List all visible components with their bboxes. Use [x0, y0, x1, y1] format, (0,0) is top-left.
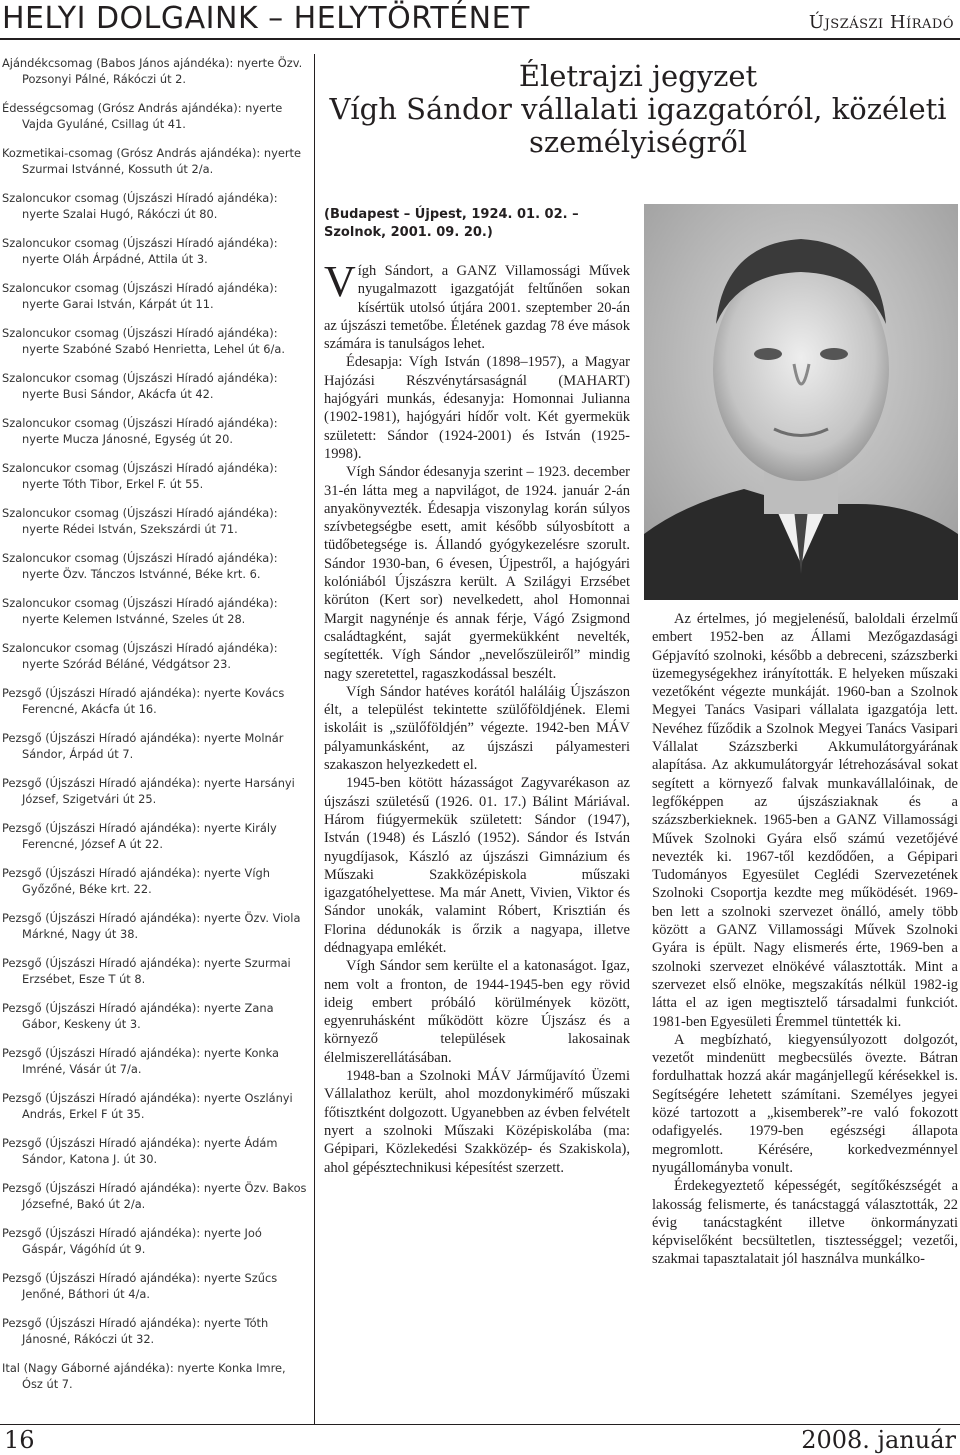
prize-entry: Pezsgő (Újszászi Híradó ajándéka): nyerte Király Ferencné, József A út 22. [2, 821, 277, 851]
publication-name: Újszászi Híradó [808, 12, 954, 33]
footer-rule [0, 1424, 960, 1425]
header-rule [0, 38, 960, 40]
prize-entry: Pezsgő (Újszászi Híradó ajándéka): nyerte Ádám Sándor, Katona J. út 30. [2, 1136, 278, 1166]
section-title: HELYI DOLGAINK – HELYTÖRTÉNET [2, 1, 530, 36]
prize-entry: Pezsgő (Újszászi Híradó ajándéka): nyerte Kovács Ferencné, Akácfa út 16. [2, 686, 285, 716]
prize-entry: Pezsgő (Újszászi Híradó ajándéka): nyerte Tóth Jánosné, Rákóczi út 32. [2, 1316, 269, 1346]
prize-entry: Kozmetikai-csomag (Grósz András ajándéka): nyerte Szurmai Istvánné, Kossuth út 2/a. [2, 146, 301, 176]
article-paragraph: Az értelmes, jó megjelenésű, baloldali érzelmű embert 1952-ben az Állami Mezőgazdasági Gépjavító szolnoki, később a debreceni, százszberki üzemegységekhez irányították. E helyeken műszaki vezetőként végezte munkáját. 1960-ban a Szolnok Megyei Tanács Vasipari vállalata igazgatója lett. Nevéhez fűződik a Szolnok Megyei Tanács Vasipari Vállalat Százszberki Akkumulátorgyárának alapítása. Az akkumulátorgyár létrehozásával sokat segített a környező falvak munkavállalóinak, de legfőképpen az újszásziaknak és a százszberkieknek. 1965-ben a GANZ Villamossági Művek Szolnoki Gyára első számú vezetőjévé nevezték ki. 1967-től kezdődően, a Gépipari Tudományos Egyesület Ceglédi Szervezetének Szolnoki Csoportja kezdte meg működését. 1969-ben lett a szolnoki szervezet önálló, amely több között a GANZ Villamossági Művek Szolnoki Gyára is épült. Nagy elismerés érte, 1969-ben a szolnoki szervezet elnökévé választották. Mint a szervezet első elnöke, megszakítás nélkül 1982-ig látta el az igen megtisztelő társadalmi funkciót. 1981-ben Egyesületi Éremmel tüntették ki. [652, 611, 958, 1030]
portrait-photo [644, 204, 958, 600]
article-title-line2: Vígh Sándor vállalati igazgatóról, közéleti személyiségről [329, 92, 947, 159]
prize-entry: Szaloncukor csomag (Újszászi Híradó ajándéka): nyerte Szabóné Szabó Henrietta, Lehel út 6/a. [2, 326, 285, 356]
prize-entry: Szaloncukor csomag (Újszászi Híradó ajándéka): nyerte Garai István, Kárpát út 11. [2, 281, 278, 311]
prize-entry: Pezsgő (Újszászi Híradó ajándéka): nyerte Szűcs Jenőné, Báthori út 4/a. [2, 1271, 278, 1301]
prize-entry: Szaloncukor csomag (Újszászi Híradó ajándéka): nyerte Kelemen Istvánné, Szeles út 28. [2, 596, 278, 626]
prize-entry: Pezsgő (Újszászi Híradó ajándéka): nyerte Konka Imréné, Vásár út 7/a. [2, 1046, 280, 1076]
prize-entry: Szaloncukor csomag (Újszászi Híradó ajándéka): nyerte Özv. Tánczos Istvánné, Béke krt. 6. [2, 551, 278, 581]
prize-entry: Szaloncukor csomag (Újszászi Híradó ajándéka): nyerte Szórád Béláné, Védgátsor 23. [2, 641, 278, 671]
issue-date: 2008. január [801, 1426, 956, 1454]
drop-cap: V [324, 257, 356, 306]
page-number: 16 [4, 1426, 35, 1454]
prize-entry: Pezsgő (Újszászi Híradó ajándéka): nyerte Özv. Viola Márkné, Nagy út 38. [2, 911, 301, 941]
article-paragraph: 1948-ban a Szolnoki MÁV Járműjavító Üzemi Vállalathoz került, ahol mozdonykimérő műszaki főtisztként dolgozott. Ugyanebben az évben felvételt nyert a szolnoki Műszaki Középiskolába (ma: Gépipari, Közlekedési Szakközép- és Szakiskola), ahol gépésztechnikusi képesítést szerzett. [324, 1068, 631, 1176]
article-column-middle [324, 257, 631, 1177]
prize-entry: Pezsgő (Újszászi Híradó ajándéka): nyerte Joó Gáspár, Vágóhíd út 9. [2, 1226, 262, 1256]
prize-list [2, 56, 308, 1406]
prize-entry: Pezsgő (Újszászi Híradó ajándéka): nyerte Molnár Sándor, Árpád út 7. [2, 731, 284, 761]
prize-entry: Ajándékcsomag (Babos János ajándéka): nyerte Özv. Pozsonyi Pálné, Rákóczi út 2. [2, 56, 303, 86]
prize-entry: Szaloncukor csomag (Újszászi Híradó ajándéka): nyerte Oláh Árpádné, Attila út 3. [2, 236, 278, 266]
article-paragraph: A megbízható, kiegyensúlyozott dolgozót, vezetőt mindenütt megbecsülés övezte. Bátran fordulhattak hozzá akár magánjellegű kérésekkel is. Segítségére lehetett számítani. Személyes jegyei közé tartozott a „kisemberek”-re való fokozott odafigyelés. 1979-ben egészségi állapota megromlott. Kérésére, korkedvezménnyel nyugállományba vonult. [652, 1031, 958, 1176]
prize-entry: Pezsgő (Újszászi Híradó ajándéka): nyerte Harsányi József, Szigetvári út 25. [2, 776, 295, 806]
article-title-line1: Életrajzi jegyzet [518, 59, 758, 93]
article-column-right [652, 610, 958, 1269]
portrait-image [644, 204, 958, 600]
article-paragraph-text: ígh Sándort, a GANZ Villamossági Művek nyugalmazott igazgatóját feltűnően sokan kísértük utolsó útjára 2001. szeptember 20-án az újszászi temetőbe. Életének gazdag 78 éve mások számára is tanulságos lehet. [324, 263, 630, 353]
article-paragraph: 1945-ben kötött házasságot Zagyvarékason az újszászi születésű (1926. 01. 17.) Bálint Máriával. Három fiúgyermekük született: Sándor (1947), István (1948) és László (1952). Sándor és István nyugdíjasok, Kászló az újszászi Gimnázium és Műszaki Szakközépiskola műszaki igazgatóhelyettese. Ma már Anett, Vivien, Viktor és Sándor unokák, valamint Róbert, Krisztián és Florina dédunokák is őrzik a nagyapa, illetve dédnagyapa emlékét. [324, 775, 630, 956]
prize-entry: Szaloncukor csomag (Újszászi Híradó ajándéka): nyerte Szalai Hugó, Rákóczi út 80. [2, 191, 278, 221]
article-paragraph: Vígh Sándor hatéves korától haláláig Újszászon élt, a települést tekintette szülőföldjének. Elemi iskoláit is „szülőföldjén” végezte. 1942-ben MÁV pályamunkásként, az újszászi pályamesteri szakaszon helyezkedett el. [324, 683, 630, 774]
prize-entry: Pezsgő (Újszászi Híradó ajándéka): nyerte Szurmai Erzsébet, Esze T út 8. [2, 956, 291, 986]
article-paragraph: Édesapja: Vígh István (1898–1957), a Magyar Hajózási Részvénytársaságnál (MAHART) hajógyári munkás, édesanyja: Homonnai Julianna (1902-1981), hajógyári hídőr volt. Két gyermekük született: Sándor (1924-2001) és István (1925-1998). [324, 354, 630, 462]
prize-entry: Szaloncukor csomag (Újszászi Híradó ajándéka): nyerte Mucza Jánosné, Egység út 20. [2, 416, 278, 446]
prize-entry: Pezsgő (Újszászi Híradó ajándéka): nyerte Vígh Győzőné, Béke krt. 22. [2, 866, 270, 896]
prize-entry: Pezsgő (Újszászi Híradó ajándéka): nyerte Oszlányi András, Erkel F út 35. [2, 1091, 293, 1121]
prize-entry: Szaloncukor csomag (Újszászi Híradó ajándéka): nyerte Busi Sándor, Akácfa út 42. [2, 371, 278, 401]
prize-entry: Szaloncukor csomag (Újszászi Híradó ajándéka): nyerte Tóth Tibor, Erkel F. út 55. [2, 461, 278, 491]
prize-entry: Pezsgő (Újszászi Híradó ajándéka): nyerte Zana Gábor, Keskeny út 3. [2, 1001, 274, 1031]
article-byline: (Budapest – Újpest, 1924. 01. 02. – Szolnok, 2001. 09. 20.) [324, 207, 579, 240]
article-paragraph: Vígh Sándor édesanyja szerint – 1923. december 31-én látta meg a napvilágot, de 1924. január 2-án anyakönyvezték. Édesapja viszonylag korán súlyos szívbetegségbe esett, amit később súlyosbított a tüdőbetegsége is. Állandó gyógykezelésre szorult. Sándor 1930-ban, 6 évesen, Újpestről, a hajógyári kolóniából Újszászra került. A Szilágyi Erzsébet körúton (Kert sor) nevelkedett, ahol Homonnai Margit nagynénje és annak férje, Vágó Zsigmond családtagként, saját gyermekükként nevelték, segítették. Vígh Sándor „nevelőszüleiről” mindig nagy szeretettel, ragaszkodással beszélt. [324, 464, 630, 682]
article-paragraph [324, 257, 630, 353]
prize-entry: Szaloncukor csomag (Újszászi Híradó ajándéka): nyerte Rédei István, Szekszárdi út 71. [2, 506, 278, 536]
article-paragraph: Vígh Sándor sem kerülte el a katonaságot. Igaz, nem volt a fronton, de 1944-1945-ben egy rövid ideig embert próbáló körülmények között, egyenruhásként működött közre Újszász és a környező települések lakosainak élelmiszerellátásában. [324, 958, 630, 1066]
column-divider [314, 54, 315, 1424]
page-header [0, 0, 960, 38]
article-title [322, 60, 954, 159]
prize-entry: Édességcsomag (Grósz András ajándéka): nyerte Vajda Gyuláné, Csillag út 41. [2, 101, 283, 131]
prize-entry: Ital (Nagy Gáborné ajándéka): nyerte Konka Imre, Ósz út 7. [2, 1361, 286, 1391]
article-paragraph: Érdekegyeztető képességét, segítőkészségét a lakosság felismerte, és tanácstaggá választották, 22 évig tanácstagként illetve önkormányzati képviselőként becsültetlen, tisztességgel; vezetői, szakmai tapasztalatait jól használva munkálko- [652, 1178, 958, 1268]
prize-entry: Pezsgő (Újszászi Híradó ajándéka): nyerte Özv. Bakos Józsefné, Bakó út 2/a. [2, 1181, 307, 1211]
